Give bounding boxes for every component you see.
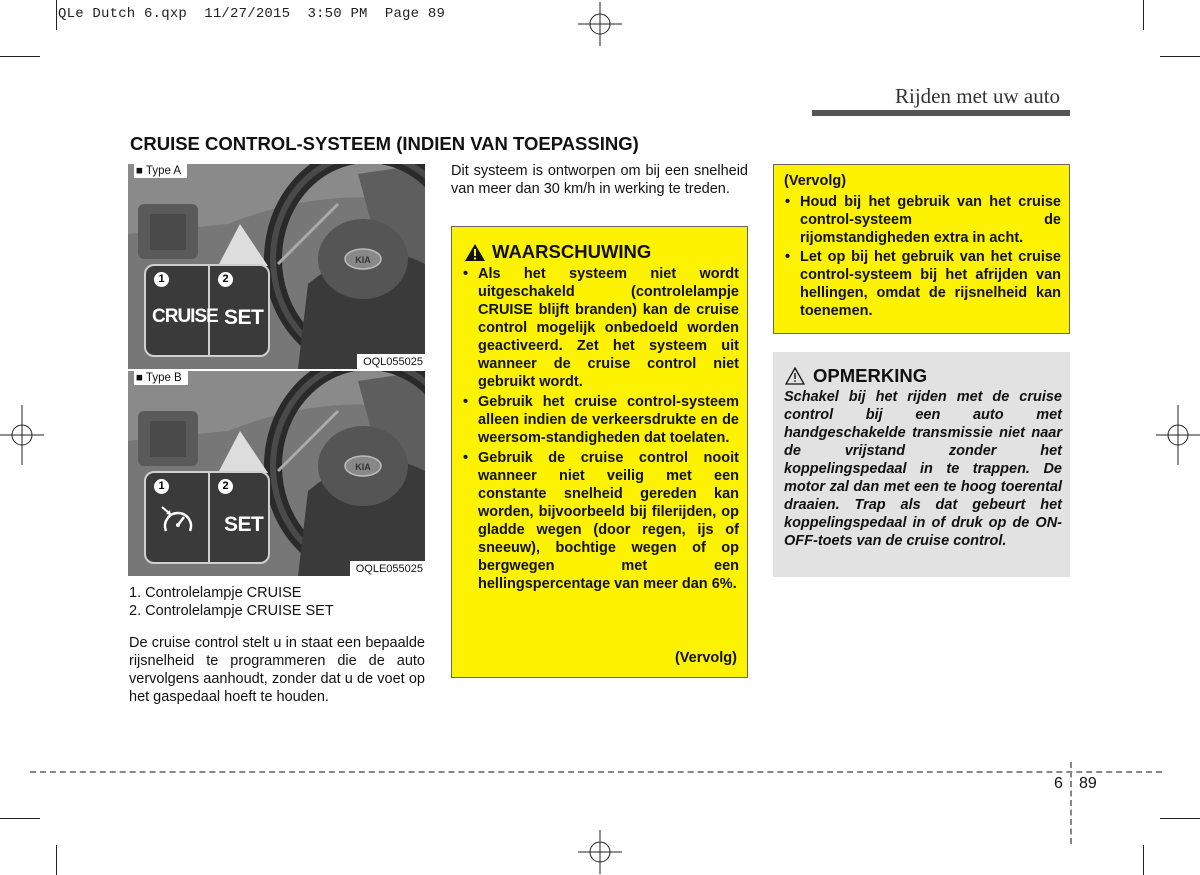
cruise-button-label: CRUISE	[152, 306, 218, 327]
crop-mark	[0, 56, 40, 57]
warning-continued-box	[773, 164, 1070, 334]
warning-list	[462, 265, 739, 595]
warning-title: WAARSCHUWING	[492, 241, 652, 262]
figure-type-label: ■ Type A	[134, 164, 187, 178]
intro-paragraph: De cruise control stelt u in staat een bepaalde rijsnelheid te programmeren die de auto vervolgens aanhoudt, zonder dat u de voet op het gaspedaal hoeft te houden.	[129, 635, 425, 705]
figure-code: OQL055025	[357, 354, 425, 369]
page-number: 89	[1079, 775, 1097, 792]
section-title: Rijden met uw auto	[895, 84, 1061, 108]
svg-text:KIA: KIA	[355, 255, 371, 265]
registration-target-icon	[574, 2, 626, 46]
svg-text:KIA: KIA	[355, 462, 371, 472]
continued-label: (Vervolg)	[674, 650, 737, 666]
switch-callout	[144, 471, 270, 564]
figure-code: OQLE055025	[350, 561, 425, 576]
note-body: Schakel bij het rijden met de cruise control bij een auto met handgeschakelde transmissie niet naar de vrijstand zonder het koppelingspedaal in te trappen. De motor zal dan met een te hoog toerental draaien. Trap als dat gebeurt het koppelingspedaal in of druk op de ON-OFF-toets van de cruise control.	[784, 389, 1062, 549]
crop-mark	[56, 0, 57, 30]
crop-mark	[56, 845, 57, 875]
list-item: • Let op bij het gebruik van het cruise control-systeem bij het afrijden van hellingen, omdat de rijsnelheid kan toenemen.	[784, 248, 1061, 320]
registration-target-icon	[0, 400, 44, 470]
divider	[208, 473, 210, 562]
crop-mark	[1143, 845, 1144, 875]
page-title: CRUISE CONTROL-SYSTEEM (INDIEN VAN TOEPASSING)	[130, 133, 639, 154]
figure-type-label: ■ Type B	[134, 371, 188, 385]
note-title: OPMERKING	[813, 365, 928, 386]
callout-number: 2	[218, 479, 233, 494]
system-description: Dit systeem is ontworpen om bij een snelheid van meer dan 30 km/h in werking te treden.	[451, 163, 748, 197]
list-item: • Houd bij het gebruik van het cruise control-systeem de rijomstandigheden extra in acht.	[784, 193, 1061, 247]
warning-heading	[464, 241, 651, 263]
figure-captions	[129, 584, 334, 620]
registration-target-icon	[1156, 400, 1200, 470]
page-number-separator	[1070, 762, 1072, 844]
warning-list	[784, 193, 1061, 321]
warning-triangle-icon	[464, 243, 486, 262]
warning-box	[451, 226, 748, 678]
note-heading	[785, 365, 927, 387]
crop-mark	[1143, 0, 1144, 30]
footer-divider	[30, 771, 1162, 773]
cruise-speedometer-icon	[160, 505, 196, 539]
crop-mark	[0, 818, 40, 819]
switch-callout	[144, 264, 270, 357]
note-box	[773, 352, 1070, 577]
set-button-label: SET	[224, 306, 264, 329]
print-slug: QLe Dutch 6.qxp 11/27/2015 3:50 PM Page 89	[58, 6, 446, 22]
callout-number: 1	[154, 479, 169, 494]
list-item: • Gebruik de cruise control nooit wanneer niet veilig met een constante snelheid gereden kan worden, bijvoorbeeld bij filerijden, op gladde wegen (door regen, ijs of sneeuw), bochtige wegen of op bergwegen met een hellingspercentage van meer dan 6%.	[462, 449, 739, 593]
continued-label: (Vervolg)	[784, 173, 847, 189]
list-item: • Als het systeem niet wordt uitgeschakeld (controlelampje CRUISE blijft branden) kan de cruise control mogelijk onbedoeld worden geactiveerd. Zet het systeem uit wanneer de cruise control niet gebruikt wordt.	[462, 265, 739, 391]
callout-number: 2	[218, 272, 233, 287]
list-item: • Gebruik het cruise control-systeem alleen indien de verkeersdrukte en de weersom-standigheden dat toelaten.	[462, 393, 739, 447]
figure-type-a	[128, 164, 425, 369]
crop-mark	[1160, 56, 1200, 57]
registration-target-icon	[574, 830, 626, 874]
set-button-label: SET	[224, 513, 264, 536]
caption-item: 1. Controlelampje CRUISE	[129, 585, 302, 601]
callout-number: 1	[154, 272, 169, 287]
header-bar	[812, 110, 1070, 116]
chapter-number: 6	[1054, 775, 1063, 792]
caption-item: 2. Controlelampje CRUISE SET	[129, 603, 334, 619]
figure-type-b	[128, 371, 425, 576]
caution-triangle-icon	[785, 367, 805, 385]
crop-mark	[1160, 818, 1200, 819]
